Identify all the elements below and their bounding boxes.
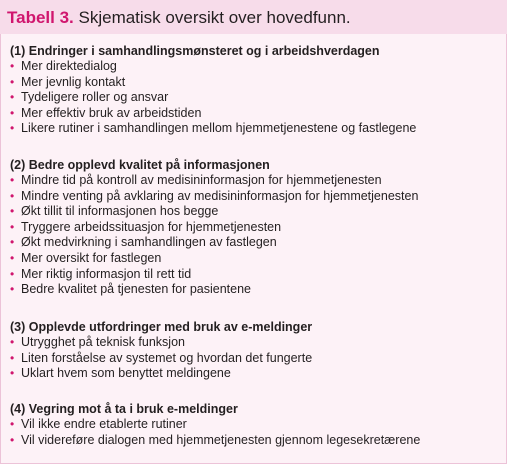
- findings-panel: [0, 34, 507, 464]
- item-text: Vil videreføre dialogen med hjemmetjenesten gjennom legesekretærene: [21, 432, 421, 447]
- list-item: [10, 106, 500, 122]
- table-caption: [0, 0, 507, 34]
- item-text: Tryggere arbeidssituasjon for hjemmetjenesten: [21, 219, 282, 234]
- bullet-icon: •: [10, 121, 15, 136]
- item-text: Bedre kvalitet på tjenesten for pasientene: [21, 282, 252, 297]
- list-item: [10, 121, 500, 137]
- bullet-icon: •: [10, 335, 15, 349]
- list-item: [10, 366, 500, 382]
- bullet-icon: •: [10, 105, 15, 120]
- table-title: Skjematisk oversikt over hovedfunn.: [78, 8, 351, 27]
- section-3: [10, 319, 500, 382]
- item-text: Mer oversikt for fastlegen: [21, 250, 162, 265]
- bullet-icon: •: [10, 59, 15, 73]
- list-item: [10, 335, 500, 351]
- bullet-icon: •: [10, 350, 15, 365]
- bullet-icon: •: [10, 417, 15, 431]
- list-item: [10, 433, 500, 449]
- bullet-icon: •: [10, 432, 15, 447]
- item-text: Mer riktig informasjon til rett tid: [21, 266, 192, 281]
- list-item: [10, 417, 500, 433]
- findings-list: [10, 173, 500, 298]
- bullet-icon: •: [10, 173, 15, 187]
- list-item: [10, 59, 500, 75]
- item-text: Mer jevnlig kontakt: [21, 74, 126, 89]
- item-text: Likere rutiner i samhandlingen mellom hjemmetjenestene og fastlegene: [21, 121, 417, 136]
- list-item: [10, 251, 500, 267]
- item-text: Mindre tid på kontroll av medisininformasjon for hjemmetjenesten: [21, 173, 382, 187]
- list-item: [10, 267, 500, 283]
- bullet-icon: •: [10, 366, 15, 381]
- list-item: [10, 235, 500, 251]
- bullet-icon: •: [10, 219, 15, 234]
- bullet-icon: •: [10, 235, 15, 250]
- findings-list: [10, 59, 500, 137]
- list-item: [10, 75, 500, 91]
- bullet-icon: •: [10, 188, 15, 203]
- list-item: [10, 282, 500, 298]
- item-text: Mer direktedialog: [21, 59, 117, 73]
- list-item: [10, 90, 500, 106]
- section-heading: (3) Opplevde utfordringer med bruk av e-meldinger: [10, 320, 313, 334]
- findings-list: [10, 417, 500, 448]
- item-text: Vil ikke endre etablerte rutiner: [21, 417, 187, 431]
- section-heading: (4) Vegring mot å ta i bruk e-meldinger: [10, 402, 238, 416]
- item-text: Økt medvirkning i samhandlingen av fastlegen: [21, 235, 277, 250]
- item-text: Tydeligere roller og ansvar: [21, 90, 169, 105]
- list-item: [10, 220, 500, 236]
- list-item: [10, 351, 500, 367]
- list-item: [10, 189, 500, 205]
- bullet-icon: •: [10, 266, 15, 281]
- bullet-icon: •: [10, 90, 15, 105]
- item-text: Liten forståelse av systemet og hvordan det fungerte: [21, 350, 313, 365]
- section-heading: (2) Bedre opplevd kvalitet på informasjonen: [10, 158, 270, 172]
- section-4: [10, 401, 500, 448]
- section-heading: (1) Endringer i samhandlingsmønsteret og i arbeidshverdagen: [10, 44, 380, 58]
- bullet-icon: •: [10, 250, 15, 265]
- bullet-icon: •: [10, 204, 15, 219]
- bullet-icon: •: [10, 282, 15, 297]
- item-text: Mindre venting på avklaring av medisininformasjon for hjemmetjenesten: [21, 188, 419, 203]
- item-text: Utrygghet på teknisk funksjon: [21, 335, 185, 349]
- item-text: Uklart hvem som benyttet meldingene: [21, 366, 231, 381]
- findings-list: [10, 335, 500, 382]
- item-text: Økt tillit til informasjonen hos begge: [21, 204, 219, 219]
- table-label: Tabell 3.: [7, 8, 74, 27]
- bullet-icon: •: [10, 74, 15, 89]
- item-text: Mer effektiv bruk av arbeidstiden: [21, 105, 202, 120]
- section-1: [10, 43, 500, 137]
- list-item: [10, 204, 500, 220]
- section-2: [10, 157, 500, 298]
- list-item: [10, 173, 500, 189]
